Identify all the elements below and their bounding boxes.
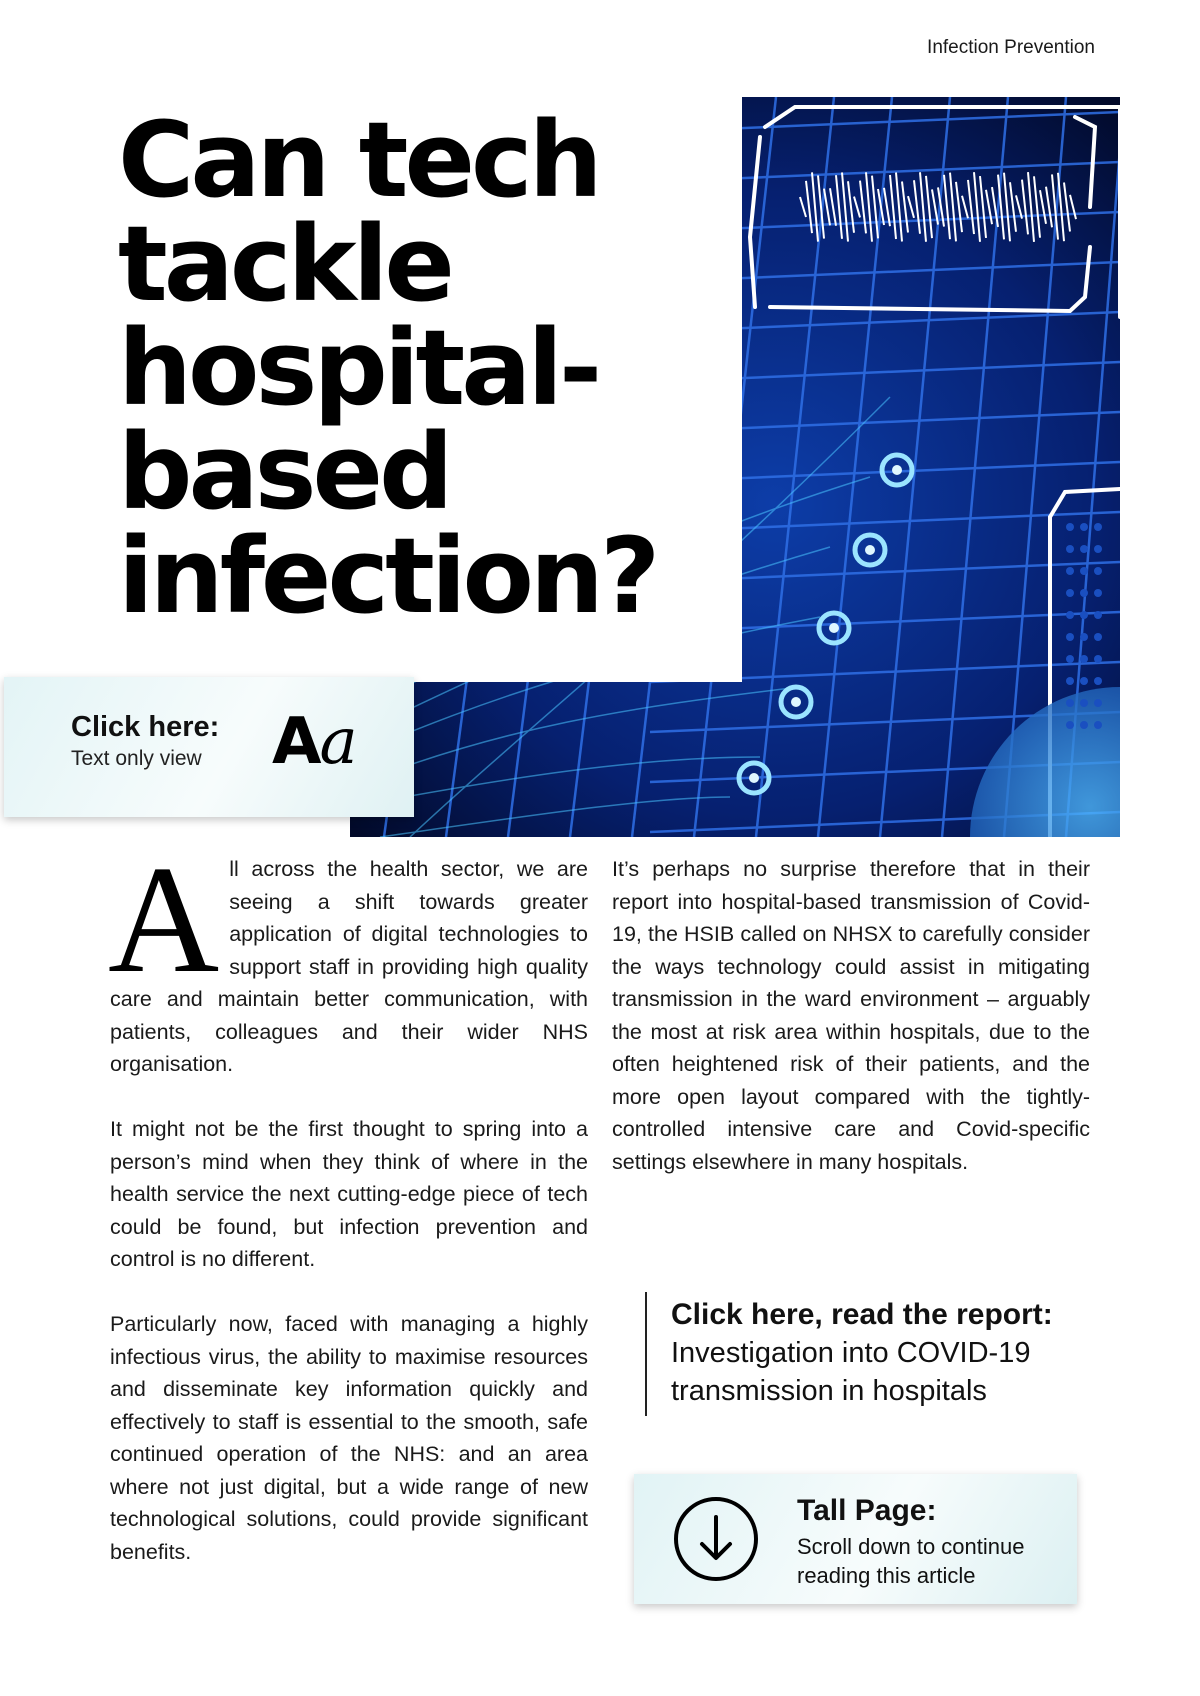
article-paragraph: All across the health sector, we are seeing a shift towards greater application of digital technologies to support staff in providing high quality care and maintain better communication, with patients, colleagues and their wider NHS organisation. <box>108 835 588 1076</box>
headline-panel <box>0 0 742 682</box>
tall-page-text: Scroll down to continue reading this article <box>797 1534 1025 1588</box>
headline: Can tech tackle hospital- based infection? <box>118 99 657 637</box>
section-name: Infection Prevention <box>927 37 1095 58</box>
text-only-subtitle: Text only view <box>71 747 202 770</box>
tall-page-title: Tall Page: <box>797 1494 937 1527</box>
article-paragraph: It might not be the first thought to spring into a person’s mind when they think of where in the health service the next cutting-edge piece of tech could be found, but infection prevention and control is no different. <box>110 1117 588 1271</box>
font-size-icon: Aa <box>272 705 358 779</box>
article-paragraph: Particularly now, faced with managing a highly infectious virus, the ability to maximise resources and disseminate key information quickly and effectively to staff is essential to the smooth, safe continued operation of the NHS: and an area where not just digital, but a wide range of new technological solutions, could provide significant benefits. <box>110 1312 588 1564</box>
report-link-text: Investigation into COVID-19 transmission in hospitals <box>671 1337 1031 1407</box>
read-report-link[interactable] <box>645 1292 1085 1416</box>
arrow-down-circle-icon <box>672 1495 760 1583</box>
text-only-view-button[interactable] <box>4 677 414 817</box>
article-paragraph: It’s perhaps no surprise therefore that in their report into hospital-based transmission of Covid-19, the HSIB called on NHSX to carefully consider the ways technology could assist in mitigating transmission in the ward environment – arguably the most at risk area within hospitals, due to the often heightened risk of their patients, and the more open layout compared with the tightly-controlled intensive care and Covid-specific settings elsewhere in many hospitals. <box>612 857 1090 1174</box>
drop-cap: A <box>108 835 220 1005</box>
text-only-title: Click here: <box>71 711 220 743</box>
tall-page-notice <box>634 1474 1077 1604</box>
article-column-right <box>612 853 1090 1211</box>
article-column-left <box>108 835 588 1601</box>
report-link-title: Click here, read the report: <box>671 1298 1053 1331</box>
